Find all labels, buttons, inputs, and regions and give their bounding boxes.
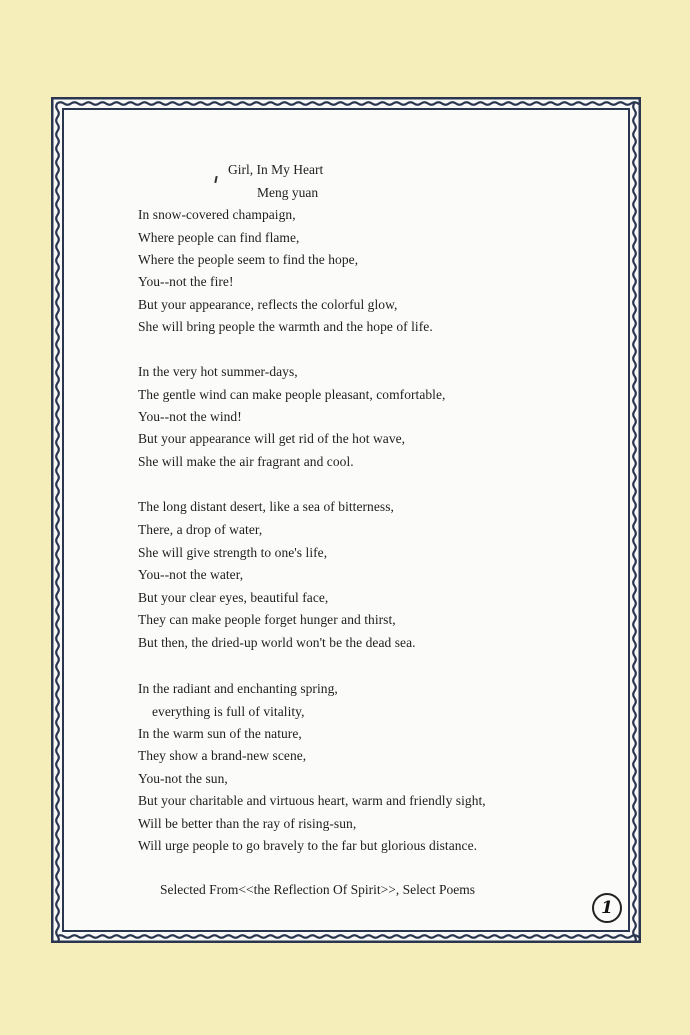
poem-title: Girl, In My Heart xyxy=(228,162,324,177)
poem-line: In the very hot summer-days, xyxy=(138,364,298,379)
poem-line: She will give strength to one's life, xyxy=(138,545,328,560)
source-citation: Selected From<<the Reflection Of Spirit>>, Select Poems xyxy=(160,882,476,897)
poem-line: Where the people seem to find the hope, xyxy=(138,252,359,267)
page-number: 1 xyxy=(592,893,622,923)
poem-line: everything is full of vitality, xyxy=(152,704,305,719)
poem-line: In the warm sun of the nature, xyxy=(138,726,302,741)
poem-line: But your appearance, reflects the colorful glow, xyxy=(138,297,398,312)
poem-line: They show a brand-new scene, xyxy=(138,748,307,763)
poem-line: She will bring people the warmth and the hope of life. xyxy=(138,319,433,334)
poem-line: The long distant desert, like a sea of bitterness, xyxy=(138,499,394,514)
poem-line: Will urge people to go bravely to the far but glorious distance. xyxy=(138,838,478,853)
poem-line: But your appearance will get rid of the hot wave, xyxy=(138,431,406,446)
poem-line: Where people can find flame, xyxy=(138,230,300,245)
poem-line: The gentle wind can make people pleasant, comfortable, xyxy=(138,387,446,402)
poem-line: Will be better than the ray of rising-sun, xyxy=(138,816,357,831)
poem-line: In snow-covered champaign, xyxy=(138,207,296,222)
poem-line: They can make people forget hunger and thirst, xyxy=(138,612,396,627)
poem-line: You--not the water, xyxy=(138,567,244,582)
poem-line: You-not the sun, xyxy=(138,771,228,786)
poem-author: Meng yuan xyxy=(257,185,319,200)
poem-line: But then, the dried-up world won't be the dead sea. xyxy=(138,635,416,650)
poem-line: But your charitable and virtuous heart, warm and friendly sight, xyxy=(138,793,486,808)
poem-line: She will make the air fragrant and cool. xyxy=(138,454,354,469)
poem-line: There, a drop of water, xyxy=(138,522,263,537)
poem-line: You--not the fire! xyxy=(138,274,234,289)
poem-line: In the radiant and enchanting spring, xyxy=(138,681,338,696)
poem-line: You--not the wind! xyxy=(138,409,242,424)
poem-line: But your clear eyes, beautiful face, xyxy=(138,590,329,605)
